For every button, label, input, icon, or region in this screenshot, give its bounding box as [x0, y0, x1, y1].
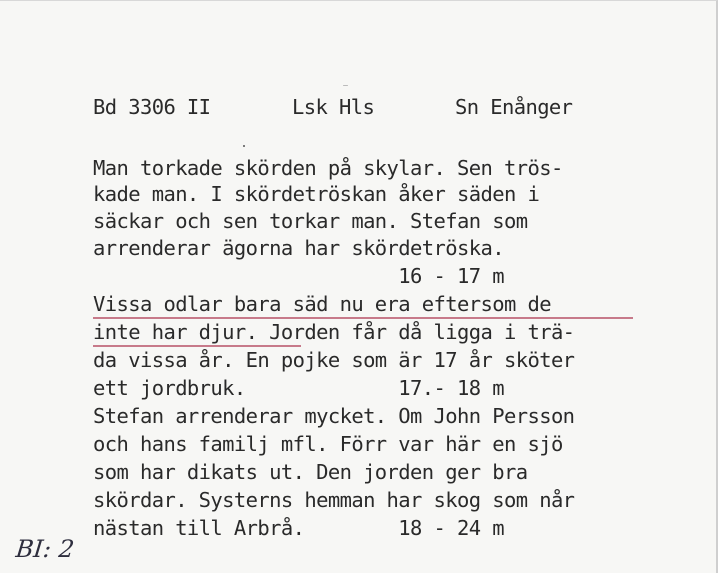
text-line-measure: nästan till Arbrå. 18 - 24 m [93, 516, 504, 540]
archive-code: Bd 3306 II [93, 95, 211, 119]
text-line: som har dikats ut. Den jorden ger bra [93, 460, 528, 484]
text-line: da vissa år. En pojke som är 17 år sköter [93, 348, 575, 372]
text-line-measure: ett jordbruk. 17.- 18 m [93, 376, 504, 400]
parish-name: Sn Enånger [455, 95, 573, 119]
text-line-measure: 16 - 17 m [93, 264, 504, 288]
region-code: Lsk Hls [292, 95, 375, 119]
text-line: och hans familj mfl. Förr var här en sjö [93, 432, 563, 456]
text-line: Vissa odlar bara säd nu era eftersom de [93, 292, 551, 316]
margin-page-number: BI: 2 [14, 535, 76, 563]
text-line: säckar och sen torkar man. Stefan som [93, 209, 528, 233]
text-line: kade man. I skördetröskan åker säden i [93, 182, 540, 206]
text-line: Stefan arrenderar mycket. Om John Persson [93, 404, 575, 428]
text-line: arrenderar ägorna har skördetröska. [93, 236, 504, 260]
text-line: inte har djur. Jorden får då ligga i trä- [93, 320, 575, 344]
ink-speck [243, 145, 245, 147]
card-header [0, 97, 718, 121]
text-line: Man torkade skörden på skylar. Sen trös- [93, 156, 563, 180]
highlight-underline [93, 317, 633, 319]
highlight-underline [93, 345, 301, 347]
ink-speck [343, 85, 348, 86]
text-line: skördar. Systerns hemman har skog som når [93, 488, 575, 512]
